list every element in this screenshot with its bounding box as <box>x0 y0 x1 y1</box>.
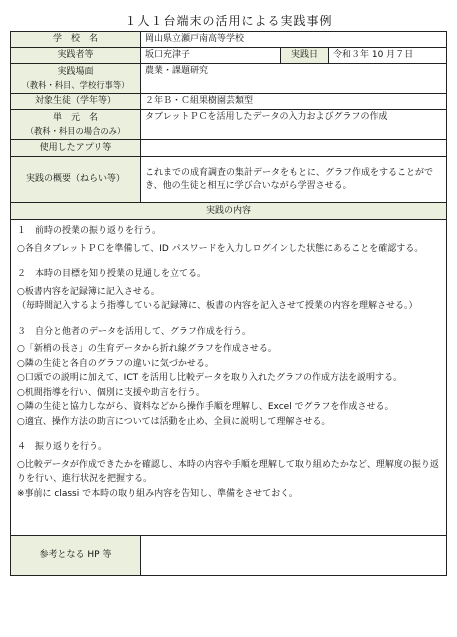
teacher-value: 坂口充津子 <box>141 48 281 64</box>
section-4-heading: ４ 振り返りを行う。 <box>17 442 108 452</box>
unit-label: 単 元 名 <box>52 112 98 123</box>
section-3-line-2: ○隣の生徒と各自のグラフの違いに気づかせる。 <box>17 358 214 369</box>
section-3-line-6: ○適宜、操作方法の助言については活動を止め、全員に説明して理解させる。 <box>17 416 331 427</box>
apps-label: 使用したアプリ等 <box>11 140 141 157</box>
section-2-line-2: （毎時間記入するよう指導している記録簿に、板書の内容を記入させて授業の内容を理解させる。） <box>17 301 418 311</box>
content-section-3 <box>17 325 440 430</box>
unit-value: タブレットＰＣを活用したデータの入力およびグラフの作成 <box>141 110 447 140</box>
section-3-line-4: ○机間指導を行い、個別に支援や助言を行う。 <box>17 387 205 398</box>
section-1-line-1: ○各自タブレットＰＣを準備して、ID パスワードを入力しログインした状態にあることを確認する。 <box>17 243 424 254</box>
section-3-line-5: ○隣の生徒と協力しながら、資料などから操作手順を理解し、Excel でグラフを作成させる。 <box>17 402 394 412</box>
row-apps <box>11 140 447 157</box>
section-1-heading: １ 前時の授業の振り返りを行う。 <box>17 226 162 236</box>
row-content-header <box>11 203 447 220</box>
date-value: 令和３年 10 月７日 <box>329 48 447 64</box>
content-section-4 <box>17 440 440 501</box>
row-unit <box>11 110 447 140</box>
scene-sublabel: （教科・科目、学校行事等） <box>21 79 130 90</box>
row-school <box>11 32 447 48</box>
section-3-heading: ３ 自分と他者のデータを活用して、グラフ作成を行う。 <box>17 326 251 337</box>
row-scene <box>11 64 447 94</box>
content-body <box>11 220 447 536</box>
row-target <box>11 94 447 110</box>
school-value: 岡山県立瀬戸南高等学校 <box>141 32 447 48</box>
content-header: 実践の内容 <box>11 203 447 220</box>
row-overview <box>11 157 447 203</box>
row-content <box>11 220 447 536</box>
overview-label: 実践の概要（ねらい等） <box>11 157 141 203</box>
practice-record-table <box>10 31 447 576</box>
reference-label: 参考となる HP 等 <box>11 536 141 576</box>
scene-label-cell <box>11 64 141 94</box>
overview-value: これまでの成育調査の集計データをもとに、グラフ作成をすることができ、他の生徒と相互に学び合いながら学習させる。 <box>141 157 447 203</box>
target-value: ２年Ｂ・Ｃ組果樹園芸類型 <box>141 94 447 110</box>
section-3-line-3: ○口頭での説明に加えて、ICT を活用し比較データを取り入れたグラフの作成方法を説明する。 <box>17 373 402 383</box>
apps-value <box>141 140 447 157</box>
content-section-1 <box>17 224 440 256</box>
school-label: 学 校 名 <box>11 32 141 48</box>
document-title: １人１台端末の活用による実践事例 <box>124 14 333 28</box>
unit-label-cell <box>11 110 141 140</box>
section-4-line-2: ※事前に classi で本時の取り組み内容を告知し、準備をさせておく。 <box>17 488 298 499</box>
section-2-line-1: ○板書内容を記録簿に記入させる。 <box>17 286 160 297</box>
date-label: 実践日 <box>281 48 329 64</box>
unit-sublabel: （教科・科目の場合のみ） <box>25 125 126 136</box>
section-3-line-1: ○「新梢の長さ」の生育データから折れ線グラフを作成させる。 <box>17 344 277 354</box>
row-teacher <box>11 48 447 64</box>
reference-value <box>141 536 447 576</box>
teacher-label: 実践者等 <box>11 48 141 64</box>
section-4-line-1: ○比較データが作成できたかを確認し、本時の内容や手順を理解して取り組めたかなど、理解度の振り返りを行い、進行状況を把握する。 <box>17 459 439 484</box>
content-section-2 <box>17 267 440 314</box>
scene-value: 農業・課題研究 <box>141 64 447 94</box>
scene-label: 実践場面 <box>57 66 94 77</box>
target-label: 対象生徒（学年等） <box>11 94 141 110</box>
row-reference <box>11 536 447 576</box>
section-2-heading: ２ 本時の目標を知り授業の見通しを立てる。 <box>17 269 207 279</box>
